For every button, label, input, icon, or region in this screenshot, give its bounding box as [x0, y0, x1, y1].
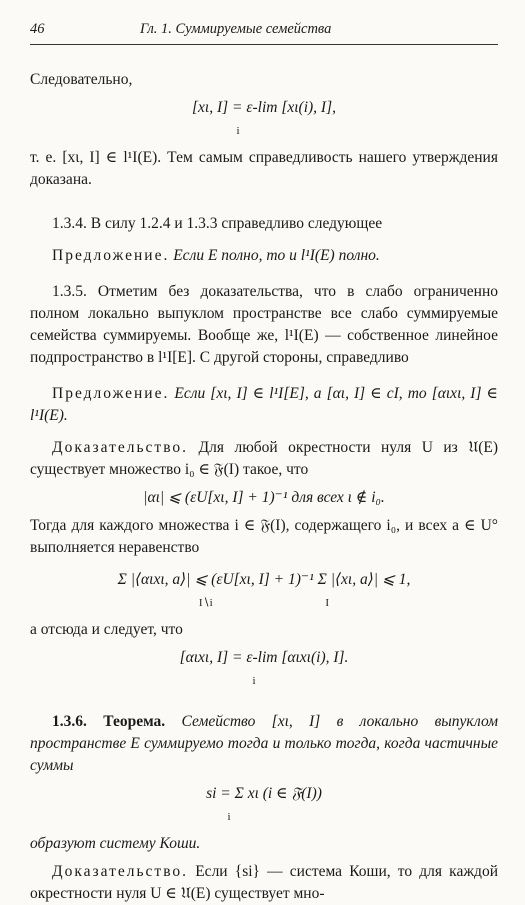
formula-text: si = Σ xι (i ∈ 𝔉(I))	[206, 785, 322, 802]
formula	[30, 97, 498, 141]
formula	[30, 783, 498, 827]
page-number: 46	[30, 21, 45, 37]
formula-text: |αι| ⩽ (εU[xι, I] + 1)⁻¹ для всех ι ∉ i₀.	[143, 489, 385, 506]
running-header	[30, 18, 498, 40]
proof-label: Доказательство.	[52, 439, 189, 456]
formula	[30, 569, 498, 613]
paragraph-1-3-5: 1.3.5. Отметим без доказательства, что в слабо ограниченно полном локально выпуклом пространстве все слабо суммируемые семейства суммируемы. Вообще же, l¹I(E) — собственное линейное подпространство в l¹I[E]. С другой стороны, справедливо	[30, 283, 498, 366]
proposition-label: Предложение.	[52, 385, 170, 402]
running-title: Гл. 1. Суммируемые семейства	[140, 21, 332, 37]
proposition-text: Если E полно, то и l¹I(E) полно.	[173, 247, 380, 264]
paragraph-1-3-4: 1.3.4. В силу 1.2.4 и 1.3.3 справедливо следующее	[52, 215, 383, 232]
proposition-text: Если [xι, I] ∈ l¹I[E], а [αι, I] ∈ cI, то [αιxι, I] ∈ l¹I(E).	[30, 385, 499, 424]
formula-text: [xι, I] = ε-lim [xι(i), I],	[192, 99, 336, 116]
paragraph: Следовательно,	[30, 71, 133, 88]
proposition-label: Предложение.	[52, 247, 170, 264]
formula-subscript: I∖i I	[198, 597, 330, 609]
paragraph: т. е. [xι, I] ∈ l¹I(E). Тем самым справедливость нашего утверждения доказана.	[30, 149, 498, 188]
proof	[30, 861, 498, 905]
proposition	[30, 245, 498, 267]
proof-label: Доказательство.	[52, 863, 189, 880]
header-rule	[30, 44, 498, 45]
theorem-text: Семейство [xι, I] в локально выпуклом пространстве E суммируемо тогда и только тогда, когда частичные суммы	[30, 713, 498, 774]
formula-subscript: i	[227, 811, 231, 823]
paragraph: а отсюда и следует, что	[30, 621, 183, 638]
book-page	[30, 18, 498, 905]
formula-text: [αιxι, I] = ε-lim [αιxι(i), I].	[179, 649, 349, 666]
theorem	[30, 711, 498, 777]
theorem-label: 1.3.6. Теорема.	[52, 713, 166, 730]
proof-text: Если {si} — система Коши, то для каждой окрестности нуля U ∈ 𝔘(E) существует мно-	[30, 863, 498, 902]
formula	[30, 647, 498, 691]
proof-text: Для любой окрестности нуля U из 𝔘(E) существует множество i₀ ∈ 𝔉(I) такое, что	[30, 439, 499, 478]
proof	[30, 437, 498, 481]
formula-subscript: i	[252, 675, 256, 687]
proposition	[30, 383, 498, 427]
formula-text: Σ |⟨αιxι, a⟩| ⩽ (εU[xι, I] + 1)⁻¹ Σ |⟨xι, a⟩| ⩽ 1,	[117, 571, 411, 588]
theorem-continuation: образуют систему Коши.	[30, 835, 201, 852]
paragraph: Тогда для каждого множества i ∈ 𝔉(I), содержащего i₀, и всех a ∈ U° выполняется неравенство	[30, 517, 498, 556]
formula-subscript: i	[236, 125, 240, 137]
formula	[30, 487, 498, 509]
